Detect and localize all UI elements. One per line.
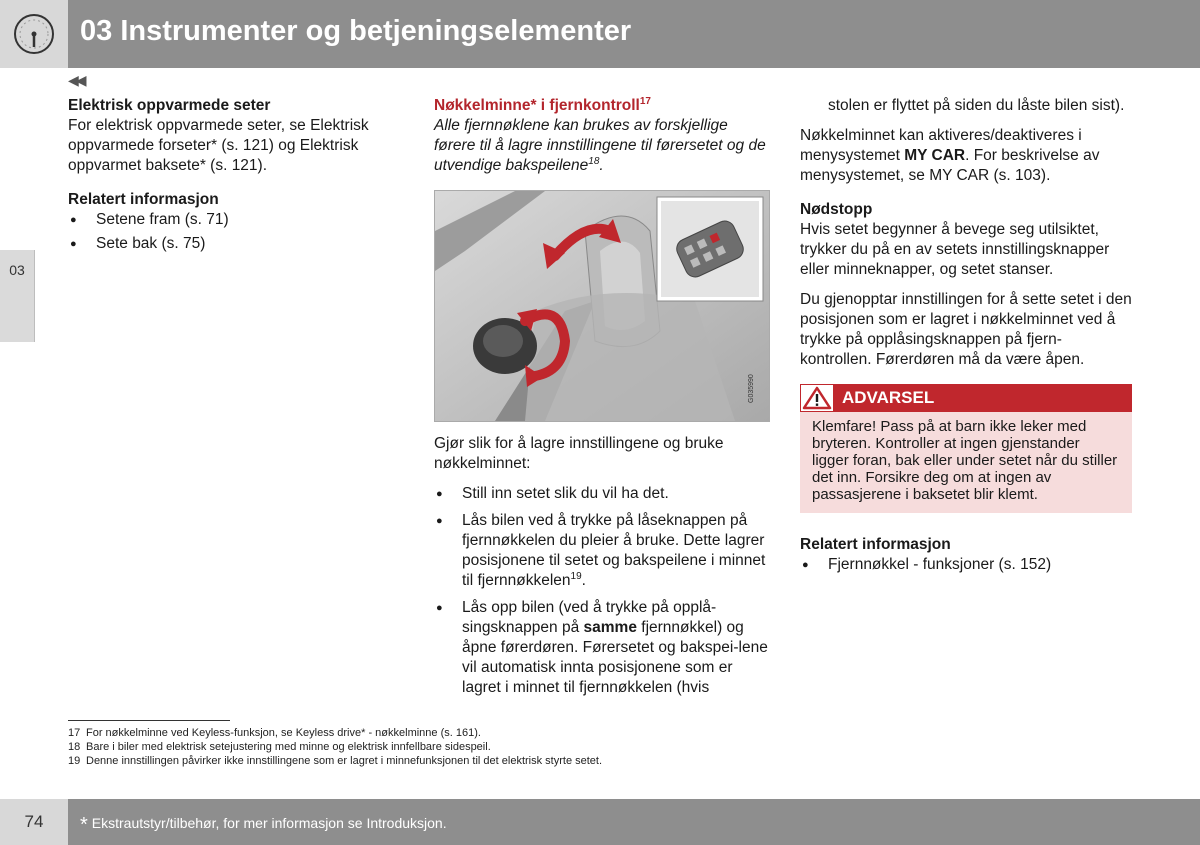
- related-links-2: [800, 555, 1132, 575]
- footnote-number: 18: [68, 741, 81, 753]
- heading-key-memory-text: Nøkkelminne* i fjernkontroll: [434, 97, 640, 114]
- paragraph-heated-seats: For elektrisk oppvarmede seter, se Elektrisk oppvarmede forseter* (s. 121) og Elektrisk oppvarmet baksete* (s. 121).: [68, 117, 369, 174]
- intro-text: Alle fjernnøklene kan brukes av forskjellige førere til å lagre innstillingene til førersetet og de utvendige bakspeilene: [434, 117, 766, 174]
- step-2-end: .: [581, 572, 586, 589]
- heading-emergency-stop: Nødstopp: [800, 201, 873, 218]
- footnote-number: 17: [68, 727, 81, 739]
- figure-seat-mirror-key: [434, 190, 770, 422]
- warning-icon-box: [800, 384, 834, 412]
- footnote-text: For nøkkelminne ved Keyless-funksjon, se Keyless drive* - nøkkelminne (s. 161).: [86, 727, 481, 739]
- footnote-19: [68, 754, 602, 768]
- figure-code: G035990: [748, 374, 755, 403]
- page-title: 03 Instrumenter og betjeningselementer: [80, 15, 632, 47]
- step-3: [434, 598, 769, 698]
- step-3-a: Lås opp bilen (ved å trykke på opplå-singsknappen på: [462, 599, 717, 636]
- gauge-icon: [13, 13, 55, 55]
- link-rear-seat[interactable]: ● Sete bak (s. 75): [68, 234, 398, 254]
- footnote-number: 19: [68, 755, 81, 767]
- column-3: [800, 96, 1132, 575]
- paragraph-activation: [800, 126, 1132, 186]
- seat-mirror-illustration: [435, 191, 769, 421]
- step-2-text: Lås bilen ved å trykke på låseknappen på fjernnøkkelen du pleier å bruke. Dette lagrer posisjonene til setet og bakspeilene i minnet til fjernnøkkelen: [462, 512, 766, 589]
- column-1: [68, 96, 398, 254]
- footnote-18: [68, 740, 602, 754]
- steps-list: [434, 484, 769, 698]
- footer-note-text: Ekstrautstyr/tilbehør, for mer informasjon se Introduksjon.: [91, 815, 447, 831]
- activation-b: . For beskrivelse av menysystemet, se MY CAR (s. 103).: [800, 147, 1100, 184]
- warning-header: [800, 384, 1132, 412]
- heading-key-memory: [434, 96, 769, 116]
- footnote-text: Bare i biler med elektrisk setejustering med minne og elektrisk innfellbare sidespeil.: [86, 741, 491, 753]
- instruction-text: Gjør slik for å lagre innstillingene og bruke nøkkelminnet:: [434, 435, 724, 472]
- page-number: 74: [24, 812, 44, 831]
- intro-end: .: [599, 157, 604, 174]
- intro-key-memory: [434, 116, 769, 176]
- step-3-continued: stolen er flyttet på siden du låste bilen sist).: [828, 97, 1125, 114]
- paragraph-resume: Du gjenopptar innstillingen for å sette setet i den posisjonen som er lagret i nøkkelminnet ved å trykke på opplåsingsknappen på fjern-kontrollen. Førerdøren må da være åpen.: [800, 291, 1132, 368]
- activation-a: Nøkkelminnet kan aktiveres/deaktiveres i menysystemet: [800, 127, 1082, 164]
- heading-related-info: Relatert informasjon: [68, 191, 219, 208]
- footnote-rule: [68, 720, 230, 721]
- paragraph-emergency-stop: Hvis setet begynner å bevege seg utilsiktet, trykker du på en av setets innstillingsknapper eller minneknapper, og setet stanser.: [800, 221, 1110, 278]
- warning-text: Klemfare! Pass på at barn ikke leker med bryteren. Kontroller at ingen gjenstander ligger foran, bak eller under setet når du stiller det inn. Forsikre deg om at ingen av passasjerene i baksetet blir klemt.: [800, 412, 1132, 513]
- step-1: ● Still inn setet slik du vil ha det.: [434, 484, 769, 504]
- double-chevron-left-icon[interactable]: ◀◀: [68, 72, 84, 88]
- warning-triangle-icon: [801, 385, 833, 411]
- column-2: [434, 96, 769, 698]
- related-links: [68, 210, 398, 254]
- heading-heated-seats: Elektrisk oppvarmede seter: [68, 97, 271, 114]
- warning-box: [800, 384, 1132, 513]
- footnotes: [68, 726, 602, 768]
- footnote-17: [68, 726, 602, 740]
- footer-note: [80, 814, 447, 837]
- footer-star: *: [80, 814, 88, 836]
- footnote-ref-17[interactable]: 17: [639, 95, 651, 107]
- step-3-b: fjernnøkkel) og åpne førerdøren. Førersetet og bakspei-lene vil automatisk innta posisjonene som er lagret i minnet til fjernnøkkelen (hvis: [462, 619, 768, 696]
- footnote-ref-18[interactable]: 18: [588, 155, 600, 167]
- step-2: [434, 511, 769, 591]
- activation-bold: MY CAR: [904, 147, 966, 164]
- link-remote-key-functions[interactable]: ● Fjernnøkkel - funksjoner (s. 152): [800, 555, 1132, 575]
- warning-title: ADVARSEL: [842, 388, 935, 407]
- link-front-seats[interactable]: ● Setene fram (s. 71): [68, 210, 398, 230]
- chapter-tab-label: 03: [9, 262, 25, 278]
- footnote-ref-19[interactable]: 19: [570, 570, 582, 582]
- heading-related-info-2: Relatert informasjon: [800, 536, 951, 553]
- step-3-bold: samme: [583, 619, 637, 636]
- footnote-text: Denne innstillingen påvirker ikke innstillingene som er lagret i minnefunksjonen til det elektrisk styrte setet.: [86, 755, 603, 767]
